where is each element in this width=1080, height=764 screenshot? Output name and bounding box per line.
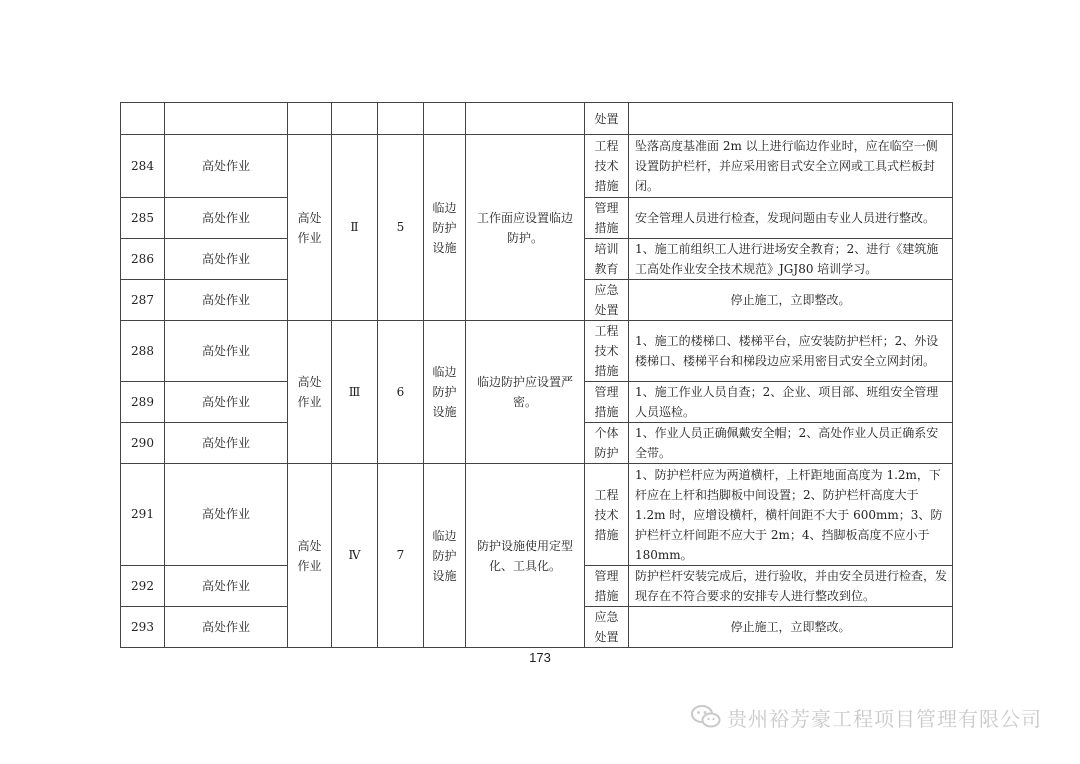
control-content: 坠落高度基准面 2m 以上进行临边作业时，应在临空一侧设置防护栏杆，并应采用密目式安全立网或工具式栏板封闭。 — [629, 135, 953, 198]
control-category: 应急处置 — [585, 280, 629, 321]
control-category: 个体防护 — [585, 423, 629, 464]
main-risk: 高处作业 — [288, 321, 332, 464]
row-number: 291 — [121, 464, 165, 566]
row-number: 289 — [121, 382, 165, 423]
control-category: 培训教育 — [585, 239, 629, 280]
row-number: 284 — [121, 135, 165, 198]
row-number: 287 — [121, 280, 165, 321]
requirement: 防护设施使用定型化、工具化。 — [466, 464, 585, 648]
project-name: 高处作业 — [165, 280, 288, 321]
cell-empty — [332, 103, 378, 135]
main-risk: 高处作业 — [288, 135, 332, 321]
control-content — [629, 103, 953, 135]
row-number: 288 — [121, 321, 165, 382]
project-name: 高处作业 — [165, 464, 288, 566]
risk-count: 7 — [378, 464, 424, 648]
project-name: 高处作业 — [165, 423, 288, 464]
row-number: 292 — [121, 566, 165, 607]
table-row — [121, 135, 953, 198]
risk-level: Ⅳ — [332, 464, 378, 648]
control-content: 停止施工，立即整改。 — [629, 280, 953, 321]
table-row — [121, 103, 953, 135]
project-name: 高处作业 — [165, 135, 288, 198]
project-name: 高处作业 — [165, 566, 288, 607]
control-category: 工程技术措施 — [585, 135, 629, 198]
cell-empty — [288, 103, 332, 135]
project-name: 高处作业 — [165, 239, 288, 280]
control-category: 工程技术措施 — [585, 464, 629, 566]
watermark-text: 贵州裕芳豪工程项目管理有限公司 — [727, 706, 1042, 731]
requirement: 工作面应设置临边防护。 — [466, 135, 585, 321]
risk-level: Ⅱ — [332, 135, 378, 321]
measure-type: 临边防护设施 — [424, 321, 466, 464]
control-category: 处置 — [585, 103, 629, 135]
measure-type: 临边防护设施 — [424, 135, 466, 321]
measure-type: 临边防护设施 — [424, 464, 466, 648]
control-content: 1、作业人员正确佩戴安全帽；2、高处作业人员正确系安全带。 — [629, 423, 953, 464]
control-category: 应急处置 — [585, 607, 629, 648]
risk-count: 6 — [378, 321, 424, 464]
row-number: 285 — [121, 198, 165, 239]
requirement: 临边防护应设置严密。 — [466, 321, 585, 464]
control-content: 1、施工前组织工人进行进场安全教育；2、进行《建筑施工高处作业安全技术规范》JGJ80 培训学习。 — [629, 239, 953, 280]
project-name: 高处作业 — [165, 607, 288, 648]
row-number: 290 — [121, 423, 165, 464]
wechat-icon — [691, 704, 721, 730]
table-row — [121, 321, 953, 382]
table-row — [121, 464, 953, 566]
cell-empty — [378, 103, 424, 135]
control-category: 工程技术措施 — [585, 321, 629, 382]
cell-empty — [165, 103, 288, 135]
main-risk: 高处作业 — [288, 464, 332, 648]
control-content: 停止施工，立即整改。 — [629, 607, 953, 648]
project-name: 高处作业 — [165, 382, 288, 423]
control-content: 1、防护栏杆应为两道横杆，上杆距地面高度为 1.2m，下杆应在上杆和挡脚板中间设置；2、防护栏杆高度大于 1.2m 时，应增设横杆，横杆间距不大于 600mm；3、防护栏杆立杆间距不应大于 2m；4、挡脚板高度不应小于 180mm。 — [629, 464, 953, 566]
control-category: 管理措施 — [585, 382, 629, 423]
control-category: 管理措施 — [585, 566, 629, 607]
control-category: 管理措施 — [585, 198, 629, 239]
control-content: 防护栏杆安装完成后，进行验收，并由安全员进行检查，发现存在不符合要求的安排专人进行整改到位。 — [629, 566, 953, 607]
row-number: 286 — [121, 239, 165, 280]
control-content: 1、施工作业人员自查；2、企业、项目部、班组安全管理人员巡检。 — [629, 382, 953, 423]
row-number: 293 — [121, 607, 165, 648]
project-name: 高处作业 — [165, 321, 288, 382]
cell-empty — [424, 103, 466, 135]
cell-empty — [121, 103, 165, 135]
control-content: 1、施工的楼梯口、楼梯平台，应安装防护栏杆；2、外设楼梯口、楼梯平台和梯段边应采用密目式安全立网封闭。 — [629, 321, 953, 382]
project-name: 高处作业 — [165, 198, 288, 239]
page-number: 173 — [529, 650, 551, 665]
control-content: 安全管理人员进行检查，发现问题由专业人员进行整改。 — [629, 198, 953, 239]
risk-level: Ⅲ — [332, 321, 378, 464]
risk-control-table — [120, 102, 953, 648]
cell-empty — [466, 103, 585, 135]
watermark — [691, 702, 1042, 732]
risk-count: 5 — [378, 135, 424, 321]
